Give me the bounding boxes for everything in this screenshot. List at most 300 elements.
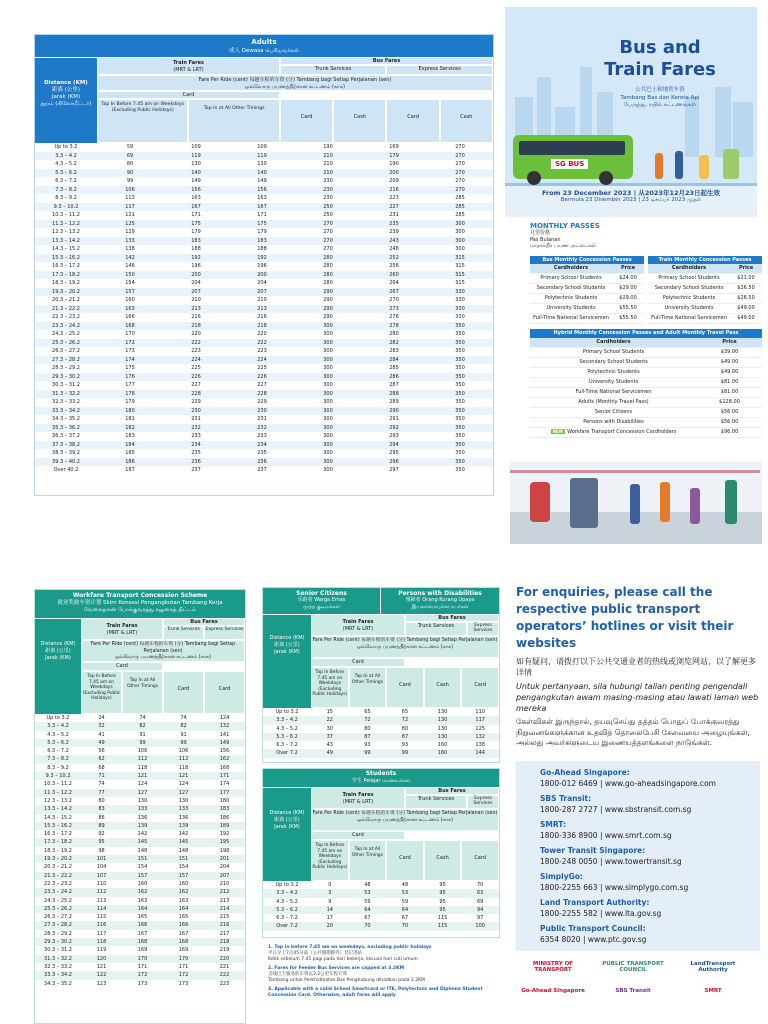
- workfare-fare-cell: 210: [219, 880, 230, 887]
- adults-fare-cell: 146: [125, 263, 135, 269]
- senior-distance-cell: 4.3 – 5.2: [276, 725, 298, 732]
- workfare-fare-cell: 169: [137, 947, 148, 954]
- adults-fare-cell: 285: [389, 365, 399, 371]
- adults-fare-cell: 270: [295, 237, 361, 246]
- senior-train-header: [311, 614, 405, 636]
- adults-fare-cell: 273: [361, 305, 427, 314]
- adults-fare-cell: 181: [125, 416, 135, 422]
- workfare-row: [35, 731, 245, 739]
- students-fare-cell: 53: [386, 889, 424, 897]
- adults-fare-cell: 330: [455, 314, 465, 320]
- adults-fare-cell: 315: [455, 263, 465, 269]
- adults-fare-cell: 188: [257, 246, 267, 252]
- workfare-fare-cell: 121: [96, 963, 107, 970]
- adults-distance-cell: 30.3 – 31.2: [52, 382, 80, 388]
- footnotes: [268, 942, 500, 1022]
- contact-detail[interactable]: 1800-336 8900 | www.smrt.com.sg: [540, 830, 672, 840]
- train-monthly-holder-cell: Full-Time National Servicemen: [648, 313, 730, 323]
- hybrid-table: [530, 338, 762, 438]
- students-fare-per-ride-label: Fare Per Ride (cent) 每趟车程的车资 (分) Tambang bagi Setiap Perjalanan (sen): [312, 811, 498, 816]
- students-train-label: Train Fares: [342, 792, 374, 798]
- senior-fare-table: [263, 708, 499, 758]
- workfare-row: [35, 880, 245, 888]
- workfare-fare-cell: 164: [163, 905, 204, 913]
- card-group-header: Card: [97, 91, 280, 99]
- adults-fare-cell: 183: [229, 237, 295, 246]
- workfare-row: [35, 780, 245, 788]
- adults-fare-cell: 229: [191, 399, 201, 405]
- adults-distance-cell: 17.3 – 18.2: [35, 271, 97, 280]
- train-monthly-row: [648, 273, 762, 283]
- senior-fare-cell: 117: [461, 716, 499, 724]
- workfare-fare-cell: 154: [137, 864, 148, 871]
- adults-row: [35, 220, 493, 229]
- adults-row: [35, 279, 493, 288]
- workfare-fare-cell: 95: [81, 838, 122, 846]
- senior-row: [263, 716, 499, 724]
- adults-fare-cell: 59: [126, 144, 134, 150]
- adults-distance-cell: 29.3 – 30.2: [35, 373, 97, 382]
- fare-per-ride-ta: ஒவ்வொரு பயணத்திற்கான கட்டணம் (காசு): [245, 84, 345, 90]
- workfare-fare-cell: 56: [98, 748, 105, 755]
- students-distance-cell: Up to 3.2: [275, 882, 299, 888]
- adults-row: [35, 398, 493, 407]
- students-distance-cell: 5.3 – 6.2: [263, 906, 311, 914]
- adults-distance-cell: 31.3 – 32.2: [35, 390, 97, 399]
- senior-fare-cell: 80: [364, 725, 371, 732]
- senior-fare-cell: 72: [349, 716, 387, 724]
- footnote-line: 3. Applicable with a valid School Smartcard or ITE, Polytechnic and Diploma Student Concession Card. Otherwise, adult fares will apply: [268, 987, 483, 998]
- senior-fare-cell: 125: [475, 725, 485, 732]
- pwd-title-bar: [381, 588, 499, 614]
- adults-distance-cell: Up to 3.2: [54, 144, 78, 150]
- students-fare-cell: 95: [439, 882, 446, 888]
- adults-fare-cell: 171: [257, 212, 267, 218]
- monthly-title: MONTHLY PASSES: [530, 222, 600, 230]
- adults-fare-cell: 300: [323, 348, 333, 354]
- students-fare-cell: 14: [311, 906, 349, 914]
- students-row: [263, 881, 499, 889]
- workfare-fare-cell: 136: [137, 814, 148, 821]
- workfare-fare-cell: 207: [204, 872, 245, 880]
- bus-monthly-row: [530, 273, 644, 283]
- adults-fare-cell: 207: [229, 288, 295, 297]
- workfare-row: [35, 863, 245, 871]
- workfare-fare-cell: 68: [98, 764, 105, 771]
- adults-fare-cell: 222: [229, 339, 295, 348]
- workfare-fare-cell: 99: [163, 739, 204, 747]
- workfare-fare-cell: 113: [96, 897, 107, 904]
- adults-distance-cell: 24.3 – 25.2: [52, 331, 80, 337]
- senior-distance-cell: 6.3 – 7.2: [276, 742, 298, 749]
- adults-fare-cell: 170: [125, 331, 135, 337]
- senior-col-tap-all: Tap In at All Other Timings: [349, 667, 387, 708]
- adults-fare-cell: 350: [455, 348, 465, 354]
- workfare-row: [35, 955, 245, 963]
- senior-fare-cell: 130: [424, 733, 462, 741]
- senior-fare-cell: 22: [311, 716, 349, 724]
- adults-fare-cell: 166: [125, 314, 135, 320]
- cover-title-line2: Train Fares: [604, 59, 716, 80]
- workfare-distance-zh: 距离 (公里): [45, 648, 71, 654]
- adults-fare-cell: 280: [295, 254, 361, 263]
- workfare-distance-cell: 4.3 – 5.2: [47, 731, 69, 738]
- students-fare-cell: 67: [364, 915, 371, 922]
- senior-trunk-header: Trunk Services: [405, 622, 467, 636]
- bus-monthly-row: [530, 293, 644, 303]
- workfare-title-bar: [35, 590, 245, 618]
- adults-fare-cell: 270: [323, 229, 333, 235]
- adults-distance-cell: 21.3 – 22.2: [35, 305, 97, 314]
- from-date-ms: Bermula 23 Disember 2023: [560, 197, 637, 203]
- students-fare-cell: 59: [401, 898, 409, 905]
- adults-fare-cell: 248: [389, 246, 399, 252]
- workfare-fare-cell: 124: [219, 715, 230, 721]
- adults-fare-cell: 213: [163, 305, 229, 314]
- adults-row: [35, 424, 493, 433]
- students-row: [263, 889, 499, 897]
- adults-fare-cell: 231: [191, 416, 201, 422]
- workfare-fare-cell: 118: [178, 764, 189, 771]
- workfare-fare-cell: 160: [137, 880, 148, 887]
- workfare-card-group: Card: [81, 662, 163, 671]
- adults-fare-cell: 230: [163, 407, 229, 416]
- workfare-fare-cell: 212: [204, 888, 245, 896]
- adults-fare-cell: 187: [125, 467, 135, 473]
- adults-fare-cell: 235: [361, 220, 427, 229]
- adults-distance-cell: 5.3 – 6.2: [35, 169, 97, 178]
- adults-fare-table: [35, 143, 493, 475]
- hybrid-holder-cell: University Students: [530, 377, 697, 387]
- workfare-fare-cell: 168: [122, 938, 163, 946]
- adults-row: [35, 194, 493, 203]
- hybrid-holder-cell: Senior Citizens: [530, 407, 697, 417]
- train-fares-header: [97, 57, 280, 75]
- workfare-distance-label: Distance (KM): [40, 641, 76, 647]
- monthly-ms: Pas Bulanan: [530, 236, 561, 243]
- adults-fare-cell: 149: [257, 178, 267, 184]
- workfare-row: [35, 938, 245, 946]
- adults-fare-cell: 223: [257, 348, 267, 354]
- adults-fare-cell: 130: [191, 161, 201, 167]
- adults-fare-cell: 233: [257, 433, 267, 439]
- students-row: [263, 898, 499, 906]
- workfare-fare-cell: 115: [96, 914, 107, 921]
- workfare-fare-cell: 74: [98, 781, 105, 788]
- senior-fare-cell: 130: [437, 709, 448, 715]
- workfare-fare-cell: 174: [219, 781, 230, 788]
- students-fare-cell: 3: [311, 889, 349, 897]
- adults-fare-cell: 210: [295, 169, 361, 178]
- workfare-fare-cell: 142: [137, 831, 148, 838]
- workfare-fare-cell: 154: [178, 864, 189, 871]
- workfare-row: [35, 980, 245, 988]
- hybrid-price-cell: $49.00: [697, 367, 762, 377]
- workfare-fare-cell: 124: [137, 781, 148, 788]
- workfare-fare-cell: 133: [163, 805, 204, 813]
- adults-fare-cell: 288: [361, 390, 427, 399]
- contact-detail[interactable]: 1800-2255 582 | www.lta.gov.sg: [540, 908, 662, 918]
- workfare-row: [35, 739, 245, 747]
- enquiries-ta: கேள்விகள் இருந்தால், தயவுசெய்து தத்தம் பொதுப் போக்குவரத்து நிறுவனங்களுக்கான உதவித் தொலைபேசி சேவையை அழையுங்கள், அல்லது அவர்களுடைய இணையத்தளங்களை நாடுங்கள்.: [516, 717, 750, 747]
- cover-title-line1: Bus and: [619, 37, 701, 58]
- train-monthly-row: [648, 313, 762, 323]
- distance-header: [35, 57, 97, 143]
- adults-fare-cell: 216: [191, 314, 201, 320]
- adults-row: [35, 296, 493, 305]
- adults-fare-cell: 260: [361, 271, 427, 280]
- adults-fare-cell: 154: [125, 280, 135, 286]
- adults-row: [35, 262, 493, 271]
- train-monthly-price-cell: $49.00: [730, 303, 762, 313]
- adults-fare-cell: 190: [389, 161, 399, 167]
- cover-subtitles: [565, 87, 755, 110]
- senior-col-card: Card: [386, 667, 424, 708]
- students-fare-cell: 70: [477, 882, 484, 888]
- adults-row: [35, 441, 493, 450]
- adults-fare-cell: 231: [389, 212, 399, 218]
- adults-fare-cell: 130: [257, 161, 267, 167]
- workfare-distance-cell: 10.3 – 11.2: [44, 781, 72, 788]
- bus-monthly-row: [530, 283, 644, 293]
- senior-row: [263, 708, 499, 716]
- bus-monthly-table: [530, 264, 644, 324]
- adults-fare-cell: 231: [257, 416, 267, 422]
- workfare-fare-cell: 163: [137, 897, 148, 904]
- hybrid-holder-cell: NEW Workfare Transport Concession Cardholders: [530, 427, 697, 437]
- contact-name: Tower Transit Singapore:: [540, 845, 646, 855]
- adults-fare-cell: 179: [125, 399, 135, 405]
- adults-fare-cell: 256: [389, 263, 399, 269]
- logos-row: [516, 957, 760, 1001]
- senior-card-group: Card: [311, 658, 405, 667]
- workfare-fare-cell: 167: [137, 930, 148, 937]
- adults-fare-cell: 210: [191, 297, 201, 303]
- adults-fare-cell: 179: [361, 152, 427, 161]
- senior-fare-cell: 49: [311, 749, 349, 757]
- students-fare-cell: 115: [437, 915, 448, 922]
- workfare-fare-cell: 74: [180, 715, 187, 721]
- adults-fare-cell: 228: [229, 390, 295, 399]
- students-card-group: Card: [311, 831, 405, 840]
- adults-fare-cell: 227: [257, 382, 267, 388]
- hybrid-price-cell: $56.00: [697, 407, 762, 417]
- trunk-header: Trunk Services: [280, 65, 387, 75]
- adults-fare-cell: 173: [125, 348, 135, 354]
- pwd-title-ml: 残障者 Orang Kurang Upaya: [405, 597, 475, 603]
- adults-fare-cell: 213: [229, 305, 295, 314]
- adults-fare-cell: 280: [389, 331, 399, 337]
- workfare-fare-cell: 192: [219, 831, 230, 838]
- adults-distance-cell: 12.3 – 13.2: [52, 229, 80, 235]
- contact-name: Public Transport Council:: [540, 923, 646, 933]
- workfare-fare-cell: 98: [98, 847, 105, 854]
- workfare-row: [35, 714, 245, 722]
- adults-fare-cell: 350: [427, 424, 493, 433]
- workfare-fare-cell: 104: [96, 864, 107, 871]
- workfare-fare-cell: 173: [137, 980, 148, 987]
- adults-distance-cell: 9.3 – 10.2: [35, 203, 97, 212]
- adults-distance-cell: 34.3 – 35.2: [52, 416, 80, 422]
- train-monthly-holder-cell: Primary School Students: [648, 273, 730, 283]
- adults-fare-cell: 300: [323, 399, 333, 405]
- agency-logo: LandTransport Authority: [690, 960, 736, 973]
- workfare-fare-cell: 101: [81, 855, 122, 863]
- workfare-fare-cell: 112: [163, 755, 204, 763]
- workfare-fare-cell: 173: [178, 980, 189, 987]
- adults-fare-cell: 224: [163, 356, 229, 365]
- adults-fare-cell: 350: [455, 467, 465, 473]
- workfare-fare-cell: 121: [163, 772, 204, 780]
- train-monthly-price-cell: $49.00: [730, 313, 762, 323]
- adults-row: [35, 364, 493, 373]
- workfare-train-header: [81, 618, 163, 640]
- workfare-row: [35, 789, 245, 797]
- hybrid-price-cell: $49.00: [697, 357, 762, 367]
- adults-fare-cell: 270: [427, 152, 493, 161]
- workfare-distance-cell: 31.3 – 32.2: [35, 955, 81, 963]
- contact-detail[interactable]: 1800-2255 663 | www.simplygo.com.sg: [540, 882, 689, 892]
- adults-fare-cell: 280: [323, 263, 333, 269]
- adults-fare-cell: 300: [295, 424, 361, 433]
- students-trunk-header: Trunk Services: [405, 795, 467, 809]
- adults-fare-cell: 179: [191, 229, 201, 235]
- workfare-fare-cell: 118: [81, 938, 122, 946]
- cover-subtitle-zh: 公共巴士和地铁车资: [635, 87, 685, 93]
- contact-detail[interactable]: 6354 8020 | www.ptc.gov.sg: [540, 934, 647, 944]
- workfare-distance-cell: 18.3 – 19.2: [44, 847, 72, 854]
- bus-monthly-col-holder: Cardholders: [530, 264, 612, 274]
- workfare-row: [35, 805, 245, 813]
- hybrid-holder-cell: Polytechnic Students: [530, 367, 697, 377]
- adults-fare-cell: 300: [295, 322, 361, 331]
- new-badge: NEW: [552, 429, 564, 434]
- bus-monthly-price-cell: $24.00: [612, 273, 644, 283]
- contact-detail[interactable]: 1800-287 2727 | www.sbstransit.com.sg: [540, 804, 692, 814]
- adults-fare-cell: 207: [163, 288, 229, 297]
- workfare-title: Workfare Transport Concession Scheme: [72, 592, 208, 599]
- adults-fare-cell: 330: [427, 288, 493, 297]
- contact-entry: [540, 819, 752, 841]
- contact-detail[interactable]: 1800-012 6469 | www.go-aheadsingapore.com: [540, 778, 716, 788]
- adults-fare-cell: 230: [295, 186, 361, 195]
- contact-name: SimplyGo:: [540, 871, 583, 881]
- hybrid-row: [530, 387, 762, 397]
- workfare-fare-cell: 166: [163, 921, 204, 929]
- distance-label-ms: Jarak (KM): [51, 94, 81, 100]
- adults-distance-cell: 26.3 – 27.2: [52, 348, 80, 354]
- contact-name: SMRT:: [540, 819, 567, 829]
- senior-distance-header: [263, 614, 311, 708]
- adults-fare-cell: 284: [361, 356, 427, 365]
- workfare-bus-header: Bus Fares: [163, 618, 245, 626]
- adults-distance-cell: 15.3 – 16.2: [35, 254, 97, 263]
- adults-fare-cell: 160: [125, 297, 135, 303]
- adults-fare-cell: 210: [323, 161, 333, 167]
- workfare-distance-cell: 19.3 – 20.2: [35, 855, 81, 863]
- adults-fare-cell: 157: [97, 288, 163, 297]
- adults-distance-cell: 28.3 – 29.2: [52, 365, 80, 371]
- adults-distance-cell: 22.3 – 23.2: [52, 314, 80, 320]
- hybrid-row: [530, 397, 762, 407]
- bus-fares-header: Bus Fares: [280, 57, 493, 65]
- adults-fare-cell: 350: [455, 399, 465, 405]
- commuters-illustration: [655, 147, 745, 185]
- students-panel: [262, 768, 500, 938]
- adults-fare-cell: 225: [257, 365, 267, 371]
- adults-fare-cell: 350: [427, 322, 493, 331]
- senior-distance-cell: Up to 3.2: [275, 709, 299, 715]
- adults-fare-cell: 163: [97, 305, 163, 314]
- adults-row: [35, 322, 493, 331]
- workfare-row: [35, 946, 245, 954]
- senior-fare-cell: 30: [326, 725, 333, 732]
- senior-row: [263, 749, 499, 757]
- bus-monthly-holder-cell: Primary School Students: [530, 273, 612, 283]
- workfare-fare-cell: 177: [204, 789, 245, 797]
- agency-logo: PUBLIC TRANSPORT COUNCIL: [602, 960, 664, 973]
- senior-fare-cell: 99: [349, 749, 387, 757]
- workfare-distance-cell: 14.3 – 15.2: [44, 814, 72, 821]
- enquiries-panel: [516, 584, 760, 1020]
- adults-fare-cell: 125: [97, 220, 163, 229]
- hybrid-price-cell: $81.00: [697, 387, 762, 397]
- workfare-row: [35, 930, 245, 938]
- workfare-fare-cell: 198: [219, 847, 230, 854]
- adults-fare-cell: 177: [125, 382, 135, 388]
- adults-fare-cell: 204: [191, 280, 201, 286]
- train-monthly-title: Train Monthly Concession Passes: [648, 256, 762, 264]
- adults-fare-cell: 223: [191, 348, 201, 354]
- contact-detail[interactable]: 1800-248 0050 | www.towertransit.sg: [540, 856, 682, 866]
- adults-fare-cell: 183: [163, 237, 229, 246]
- workfare-distance-cell: 29.3 – 30.2: [35, 938, 81, 946]
- adults-row: [35, 237, 493, 246]
- adults-fare-cell: 297: [389, 467, 399, 473]
- workfare-fare-cell: 122: [81, 971, 122, 979]
- students-distance-header: [263, 787, 311, 881]
- workfare-fare-cell: 99: [122, 739, 163, 747]
- workfare-fare-cell: 149: [204, 739, 245, 747]
- validity-banner: From 23 December 2023 | 从2023年12月23日起生效 Bermula 23 Disember 2023 | 23 டிசம்பர் 2023 முதல்: [541, 189, 721, 203]
- distance-label: Distance (KM): [44, 80, 88, 86]
- students-title: Students: [365, 770, 397, 777]
- bus-monthly-col-price: Price: [612, 264, 644, 274]
- students-row: [263, 922, 499, 930]
- cover-title: [565, 37, 755, 81]
- workfare-fare-cell: 24: [98, 715, 105, 721]
- adults-fare-cell: 300: [295, 441, 361, 450]
- senior-fare-cell: 43: [326, 742, 333, 749]
- workfare-fare-cell: 123: [96, 980, 107, 987]
- workfare-fare-cell: 180: [219, 797, 230, 804]
- workfare-fare-cell: 32: [81, 722, 122, 730]
- adults-fare-cell: 119: [163, 152, 229, 161]
- students-fare-cell: 95: [424, 889, 462, 897]
- workfare-row: [35, 855, 245, 863]
- workfare-col-express-card: Card: [204, 671, 245, 714]
- adults-distance-cell: 36.3 – 37.2: [52, 433, 80, 439]
- workfare-fare-cell: 130: [178, 797, 189, 804]
- workfare-distance-cell: 28.3 – 29.2: [44, 930, 72, 937]
- workfare-fare-cell: 119: [96, 947, 107, 954]
- adults-fare-cell: 300: [323, 450, 333, 456]
- adults-fare-cell: 168: [97, 322, 163, 331]
- hybrid-price-cell: $96.00: [697, 427, 762, 437]
- adults-fare-cell: 236: [163, 458, 229, 467]
- workfare-fare-table: [35, 714, 245, 988]
- adults-fare-cell: 315: [455, 280, 465, 286]
